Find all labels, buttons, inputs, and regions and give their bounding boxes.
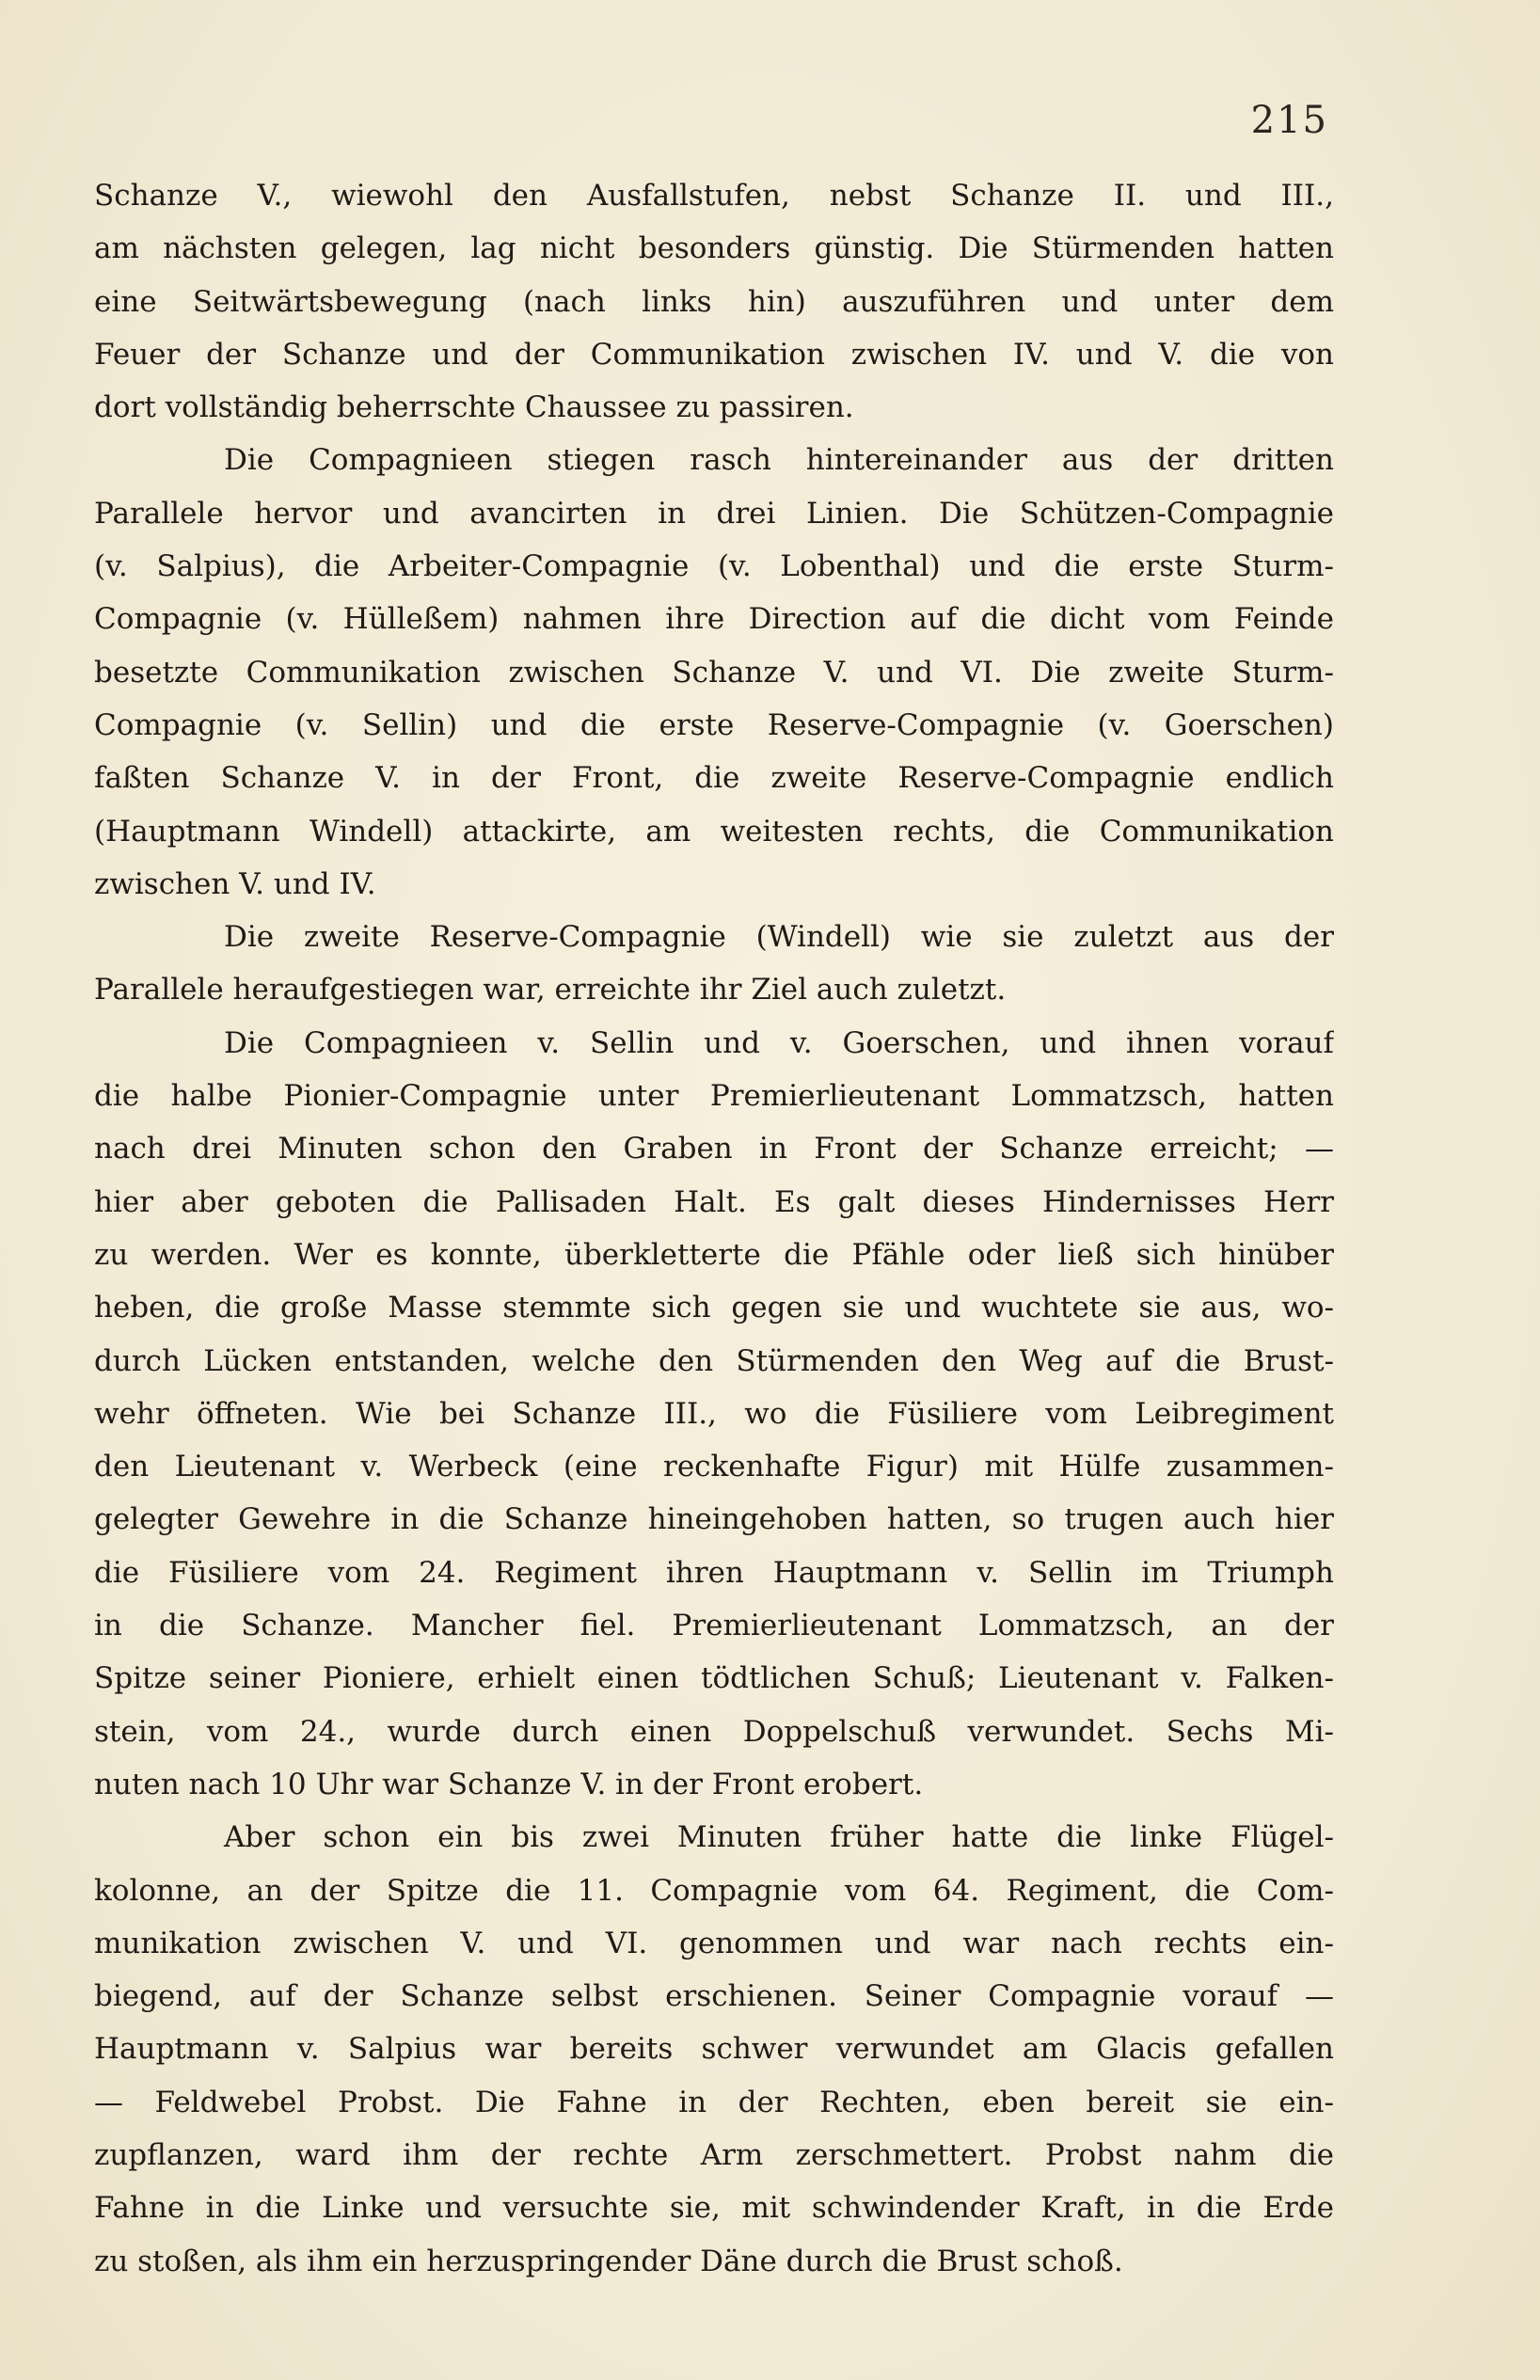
text-line: den Lieutenant v. Werbeck (eine reckenhafte Figur) mit Hülfe zusammen- bbox=[94, 1450, 1334, 1484]
text-line: gelegter Gewehre in die Schanze hineingehoben hatten, so trugen auch hier bbox=[94, 1502, 1334, 1537]
text-line: Die Compagnieen v. Sellin und v. Goerschen, und ihnen vorauf bbox=[224, 1025, 1334, 1060]
text-line: (v. Salpius), die Arbeiter-Compagnie (v. Lobenthal) und die erste Sturm- bbox=[94, 549, 1334, 584]
text-line: Aber schon ein bis zwei Minuten früher hatte die linke Flügel- bbox=[224, 1820, 1334, 1855]
text-line: Spitze seiner Pioniere, erhielt einen tödtlichen Schuß; Lieutenant v. Falken- bbox=[94, 1661, 1334, 1696]
text-line: biegend, auf der Schanze selbst erschienen. Seiner Compagnie vorauf — bbox=[94, 1979, 1334, 2014]
text-line: kolonne, an der Spitze die 11. Compagnie vom 64. Regiment, die Com- bbox=[94, 1873, 1334, 1908]
text-line: stein, vom 24., wurde durch einen Doppelschuß verwundet. Sechs Mi- bbox=[94, 1714, 1334, 1749]
text-line: hier aber geboten die Pallisaden Halt. Es galt dieses Hindernisses Herr bbox=[94, 1184, 1334, 1219]
text-line: wehr öffneten. Wie bei Schanze III., wo die Füsiliere vom Leibregiment bbox=[94, 1396, 1334, 1431]
text-line: Die zweite Reserve-Compagnie (Windell) wie sie zuletzt aus der bbox=[224, 920, 1334, 955]
text-line: Die Compagnieen stiegen rasch hintereinander aus der dritten bbox=[224, 443, 1334, 478]
text-line: durch Lücken entstanden, welche den Stürmenden den Weg auf die Brust- bbox=[94, 1343, 1334, 1378]
text-line: in die Schanze. Mancher fiel. Premierlieutenant Lommatzsch, an der bbox=[94, 1609, 1334, 1643]
text-line: nach drei Minuten schon den Graben in Front der Schanze erreicht; — bbox=[94, 1132, 1334, 1166]
body-text bbox=[94, 169, 1334, 2288]
text-line: die Füsiliere vom 24. Regiment ihren Hauptmann v. Sellin im Triumph bbox=[94, 1555, 1334, 1590]
text-line: faßten Schanze V. in der Front, die zweite Reserve-Compagnie endlich bbox=[94, 761, 1334, 796]
text-line: Schanze V., wiewohl den Ausfallstufen, nebst Schanze II. und III., bbox=[94, 179, 1334, 213]
text-line: die halbe Pionier-Compagnie unter Premierlieutenant Lommatzsch, hatten bbox=[94, 1079, 1334, 1114]
text-line: dort vollständig beherrschte Chaussee zu passiren. bbox=[94, 390, 854, 425]
text-line: Hauptmann v. Salpius war bereits schwer verwundet am Glacis gefallen bbox=[94, 2032, 1334, 2067]
text-line: (Hauptmann Windell) attackirte, am weitesten rechts, die Communikation bbox=[94, 814, 1334, 849]
text-line: am nächsten gelegen, lag nicht besonders günstig. Die Stürmenden hatten bbox=[94, 231, 1334, 266]
text-line: munikation zwischen V. und VI. genommen und war nach rechts ein- bbox=[94, 1926, 1334, 1960]
text-line: Feuer der Schanze und der Communikation zwischen IV. und V. die von bbox=[94, 337, 1334, 372]
text-line: nuten nach 10 Uhr war Schanze V. in der Front erobert. bbox=[94, 1767, 924, 1801]
text-line: Parallele heraufgestiegen war, erreichte ihr Ziel auch zuletzt. bbox=[94, 973, 1007, 1008]
text-line: eine Seitwärtsbewegung (nach links hin) auszuführen und unter dem bbox=[94, 284, 1334, 319]
text-line: heben, die große Masse stemmte sich gegen sie und wuchtete sie aus, wo- bbox=[94, 1291, 1334, 1325]
text-line: zwischen V. und IV. bbox=[94, 866, 376, 901]
text-line: Compagnie (v. Hülleßem) nahmen ihre Direction auf die dicht vom Feinde bbox=[94, 602, 1334, 637]
text-line: Parallele hervor und avancirten in drei Linien. Die Schützen-Compagnie bbox=[94, 496, 1334, 531]
text-line: Compagnie (v. Sellin) und die erste Reserve-Compagnie (v. Goerschen) bbox=[94, 707, 1334, 742]
text-line: besetzte Communikation zwischen Schanze V. und VI. Die zweite Sturm- bbox=[94, 655, 1334, 690]
page-number: 215 bbox=[1250, 99, 1328, 142]
text-line: zu stoßen, als ihm ein herzuspringender Däne durch die Brust schoß. bbox=[94, 2244, 1123, 2278]
text-line: zupflanzen, ward ihm der rechte Arm zerschmettert. Probst nahm die bbox=[94, 2137, 1334, 2172]
text-line: zu werden. Wer es konnte, überkletterte die Pfähle oder ließ sich hinüber bbox=[94, 1237, 1334, 1272]
text-line: Fahne in die Linke und versuchte sie, mit schwindender Kraft, in die Erde bbox=[94, 2191, 1334, 2226]
text-line: — Feldwebel Probst. Die Fahne in der Rechten, eben bereit sie ein- bbox=[94, 2085, 1334, 2119]
